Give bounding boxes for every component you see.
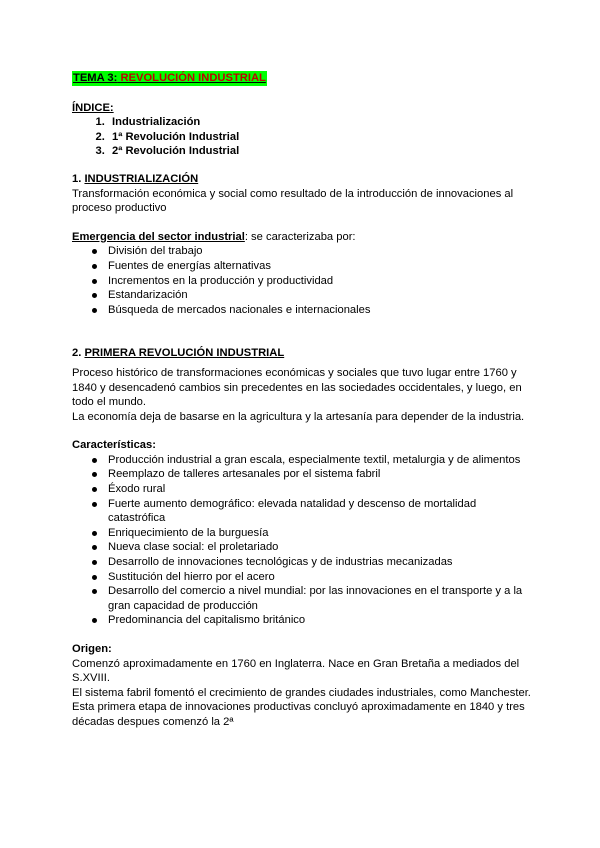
section-1-number: 1. xyxy=(72,172,82,185)
section-1-definition: Transformación económica y social como resultado de la introducción de innovaciones al proceso productivo xyxy=(72,187,514,215)
emergencia-paragraph xyxy=(72,230,532,245)
list-item: Desarrollo de innovaciones tecnológicas y de industrias mecanizadas xyxy=(108,555,532,570)
list-item: Nueva clase social: el proletariado xyxy=(108,540,532,555)
title-prefix: TEMA 3: xyxy=(73,72,118,84)
document-content xyxy=(72,71,532,730)
list-item: Reemplazo de talleres artesanales por el sistema fabril xyxy=(108,467,532,482)
section-2-intro: Proceso histórico de transformaciones económicas y sociales que tuvo lugar entre 1760 y 1840 y desencadenó cambios sin precedentes en las sociedades occidentales, y luego, en todo el mundo. xyxy=(72,366,522,409)
section-2-intro-2: La economía deja de basarse en la agricultura y la artesanía para depender de la industria. xyxy=(72,410,525,423)
list-item: División del trabajo xyxy=(108,244,532,259)
origen-line: Esta primera etapa de innovaciones productivas concluyó aproximadamente en 1840 y tres décadas despues comenzó la 2ª xyxy=(72,701,525,728)
indice-item: 2. 1ª Revolución Industrial xyxy=(108,130,532,145)
section-2-heading xyxy=(72,346,532,361)
caracteristicas-label: Características: xyxy=(72,439,156,452)
origen-line: El sistema fabril fomentó el crecimiento de grandes ciudades industriales, como Manchester. xyxy=(72,686,531,699)
section-2-number: 2. xyxy=(72,347,82,360)
list-item: Desarrollo del comercio a nivel mundial: por las innovaciones en el transporte y a la gran capacidad de producción xyxy=(108,584,532,613)
list-item: Estandarización xyxy=(108,288,532,303)
emergencia-rest: : se caracterizaba por: xyxy=(244,230,356,243)
list-item: Predominancia del capitalismo británico xyxy=(108,613,532,628)
section-1-title: INDUSTRIALIZACIÓN xyxy=(84,172,199,185)
caracteristicas-list xyxy=(72,453,532,628)
emergencia-list xyxy=(72,244,532,317)
list-item: Sustitución del hierro por el acero xyxy=(108,570,532,585)
list-item: Fuentes de energías alternativas xyxy=(108,259,532,274)
list-item: Búsqueda de mercados nacionales e internacionales xyxy=(108,303,532,318)
section-1-heading xyxy=(72,172,532,187)
list-item: Enriquecimiento de la burguesía xyxy=(108,526,532,541)
origen-label: Origen: xyxy=(72,643,112,655)
indice-heading: ÍNDICE: xyxy=(72,101,114,114)
title-main: REVOLUCIÓN INDUSTRIAL xyxy=(120,72,266,84)
emergencia-label: Emergencia del sector industrial xyxy=(72,230,245,243)
indice-item: 1. Industrialización xyxy=(108,115,532,130)
indice-list xyxy=(72,115,532,159)
section-2-title: PRIMERA REVOLUCIÓN INDUSTRIAL xyxy=(84,347,285,360)
list-item: Incrementos en la producción y productividad xyxy=(108,274,532,289)
list-item: Éxodo rural xyxy=(108,482,532,497)
origen-line: Comenzó aproximadamente en 1760 en Inglaterra. Nace en Gran Bretaña a mediados del S.XVIII. xyxy=(72,657,520,685)
list-item: Producción industrial a gran escala, especialmente textil, metalurgia y de alimentos xyxy=(108,453,532,468)
document-title xyxy=(72,71,267,86)
indice-item: 3. 2ª Revolución Industrial xyxy=(108,144,532,159)
list-item: Fuerte aumento demográfico: elevada natalidad y descenso de mortalidad catastrófica xyxy=(108,497,532,526)
